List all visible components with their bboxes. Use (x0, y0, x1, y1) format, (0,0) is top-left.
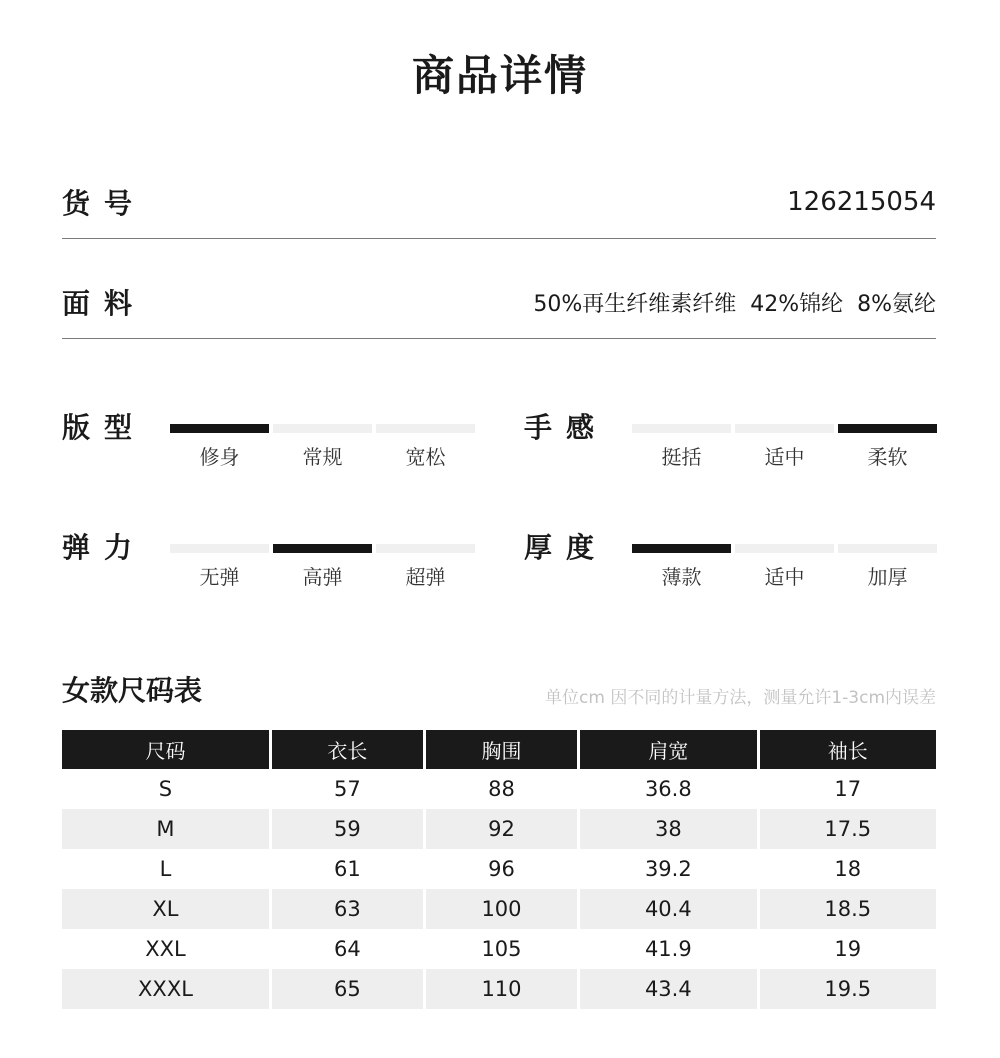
attribute-scale (170, 544, 475, 604)
page-title: 商品详情 (411, 51, 588, 100)
divider (62, 338, 936, 339)
attribute-label: 手感 (524, 411, 609, 444)
table-cell: 92 (426, 809, 577, 849)
table-cell: 19.5 (760, 969, 936, 1009)
table-cell: S (158, 777, 173, 801)
table-cell: XL (62, 889, 269, 929)
scale-option-label: 加厚 (867, 565, 908, 589)
table-cell: 105 (481, 937, 522, 961)
scale-segment (376, 544, 475, 553)
table-cell: 100 (426, 889, 577, 929)
table-cell: 63 (272, 889, 423, 929)
table-row (62, 809, 936, 849)
table-cell: 110 (426, 969, 577, 1009)
attribute-elasticity (62, 530, 482, 600)
scale-option-label: 常规 (302, 445, 343, 469)
table-cell: XXXL (62, 969, 269, 1009)
column-header: 袖长 (760, 730, 936, 769)
scale-segment (170, 544, 269, 553)
divider (62, 238, 936, 239)
scale-option-label: 挺括 (661, 445, 702, 469)
scale-option-label: 无弹 (199, 565, 240, 589)
size-table (59, 730, 939, 1009)
column-header: 胸围 (426, 730, 577, 769)
table-cell: 40.4 (580, 889, 756, 929)
table-cell: 65 (272, 969, 423, 1009)
table-cell: 41.9 (644, 937, 692, 961)
scale-segment (735, 544, 834, 553)
table-cell: 38 (580, 809, 756, 849)
table-row (62, 969, 936, 1009)
scale-segment (376, 424, 475, 433)
attribute-scale (632, 544, 937, 604)
attribute-fit (62, 410, 482, 480)
table-cell: L (159, 857, 172, 881)
table-cell: 59 (272, 809, 423, 849)
scale-option-label: 薄款 (661, 565, 702, 589)
table-row (62, 889, 936, 929)
column-header: 尺码 (62, 730, 269, 769)
table-cell: 18.5 (760, 889, 936, 929)
scale-option-label: 修身 (199, 445, 240, 469)
table-cell: 43.4 (580, 969, 756, 1009)
scale-option-label: 适中 (764, 445, 805, 469)
item-number-label: 货号 (62, 187, 147, 220)
table-cell: 57 (334, 777, 361, 801)
attribute-scale (170, 424, 475, 484)
table-cell: 88 (488, 777, 515, 801)
attribute-label: 厚度 (524, 531, 609, 564)
fabric-row (62, 280, 936, 324)
scale-option-label: 适中 (764, 565, 805, 589)
table-cell: 36.8 (644, 777, 692, 801)
table-cell: 19 (834, 937, 862, 961)
table-cell: 18 (834, 857, 862, 881)
attribute-scale (632, 424, 937, 484)
table-cell: 61 (334, 857, 361, 881)
table-cell: 64 (334, 937, 361, 961)
table-header-row (62, 730, 936, 769)
table-row (62, 929, 936, 969)
fabric-label: 面料 (62, 287, 147, 320)
scale-option-label: 宽松 (405, 445, 446, 469)
item-number-row (62, 180, 936, 224)
scale-segment (838, 424, 937, 433)
attribute-label: 版型 (62, 411, 147, 444)
scale-option-label: 超弹 (405, 565, 446, 589)
scale-segment (273, 544, 372, 553)
attribute-feel (524, 410, 944, 480)
scale-segment (273, 424, 372, 433)
scale-option-label: 高弹 (302, 565, 343, 589)
table-cell: M (62, 809, 269, 849)
table-row (62, 849, 936, 889)
attribute-thickness (524, 530, 944, 600)
scale-option-label: 柔软 (867, 445, 908, 469)
item-number-value: 126215054 (787, 187, 936, 217)
scale-segment (735, 424, 834, 433)
scale-segment (632, 424, 731, 433)
scale-segment (170, 424, 269, 433)
table-cell: 39.2 (644, 857, 692, 881)
fabric-value: 50%再生纤维素纤维 42%锦纶 8%氨纶 (533, 291, 936, 317)
column-header: 肩宽 (580, 730, 756, 769)
table-cell: XXL (145, 937, 186, 961)
scale-segment (838, 544, 937, 553)
table-cell: 17.5 (760, 809, 936, 849)
table-row (62, 769, 936, 809)
table-cell: 96 (488, 857, 515, 881)
table-cell: 17 (834, 777, 862, 801)
size-chart-note: 单位cm 因不同的计量方法，测量允许1-3cm内误差 (545, 688, 936, 708)
size-chart-title: 女款尺码表 (62, 674, 203, 707)
column-header: 衣长 (272, 730, 423, 769)
scale-segment (632, 544, 731, 553)
attribute-label: 弹力 (62, 531, 147, 564)
